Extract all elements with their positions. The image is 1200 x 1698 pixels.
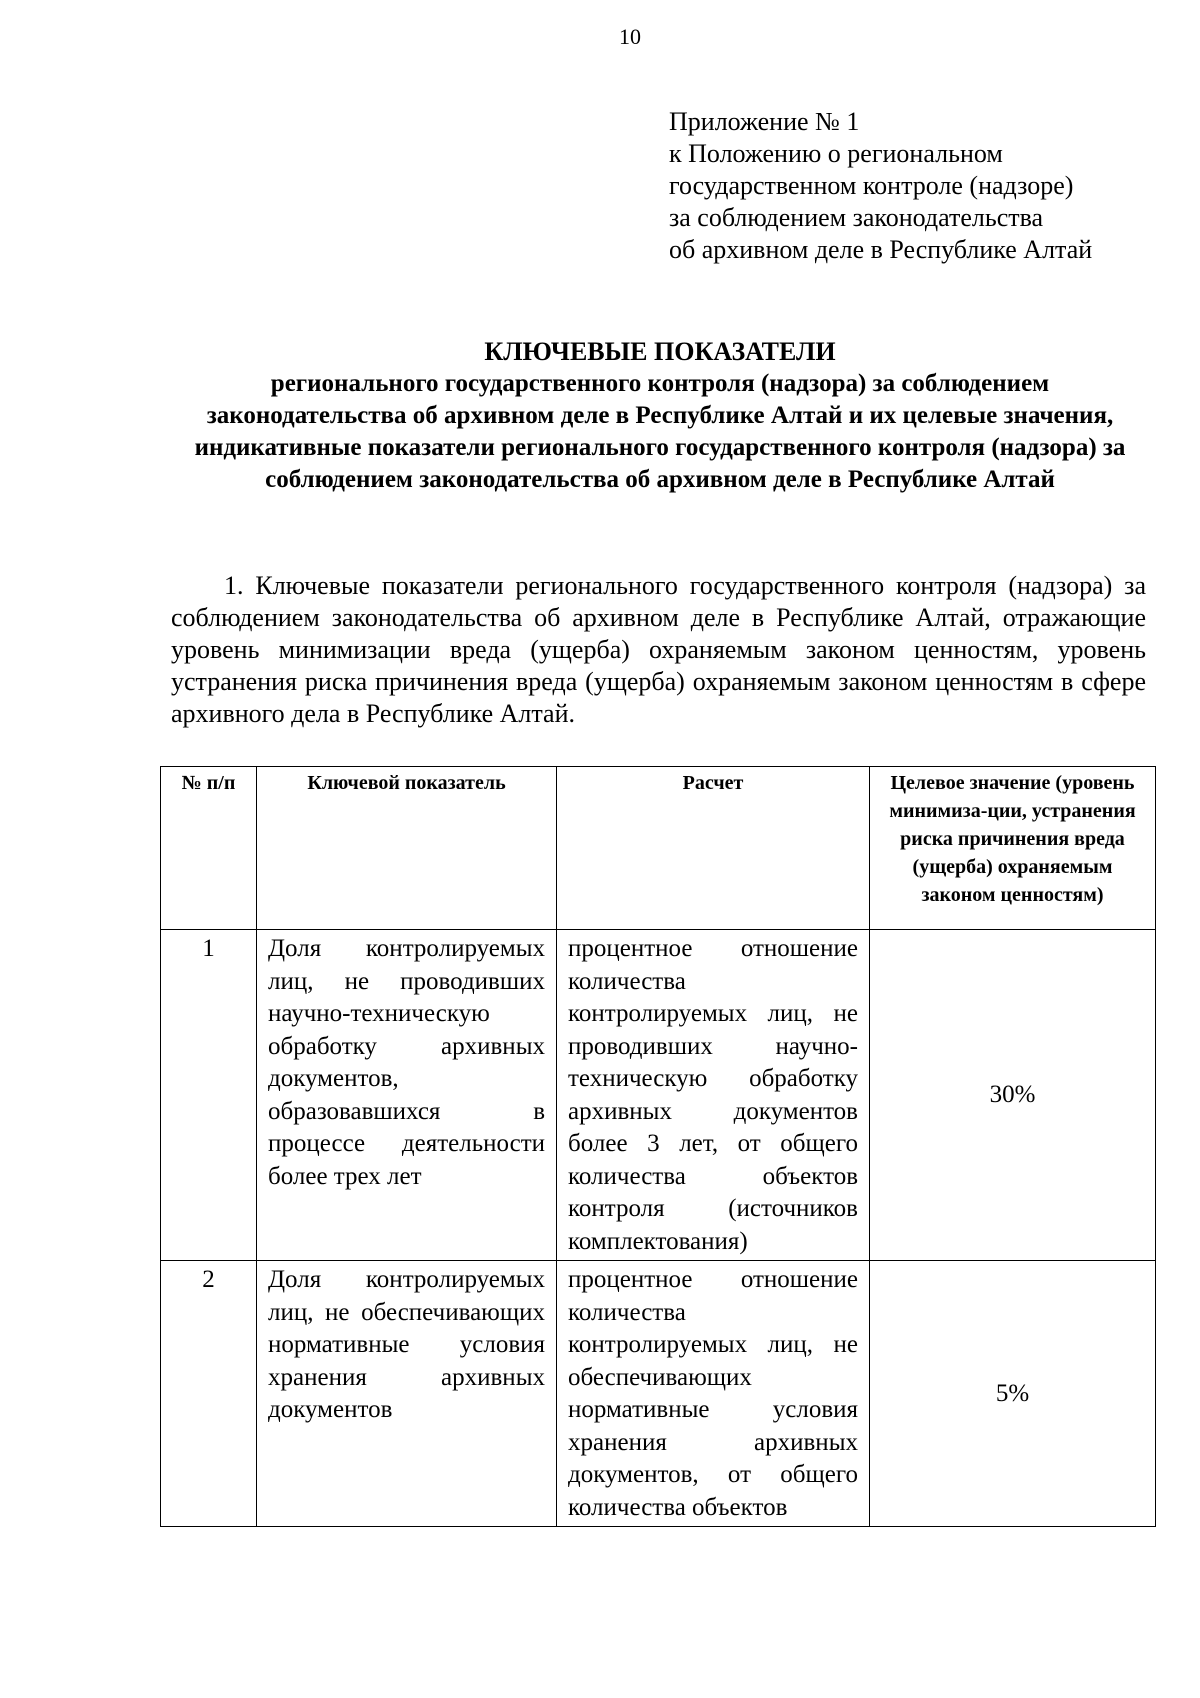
table-header-row: [161, 767, 1156, 930]
header-calculation: Расчет: [557, 767, 870, 930]
appendix-line: Приложение № 1: [669, 107, 860, 136]
row-calculation: процентное отношение количества контролируемых лиц, не обеспечивающих нормативные условия хранения архивных документов, от общего количества объектов: [557, 1261, 870, 1527]
header-target: Целевое значение (уровень минимиза-ции, устранения риска причинения вреда (ущерба) охраняемым законом ценностям): [870, 767, 1156, 930]
row-calculation: процентное отношение количества контролируемых лиц, не проводивших научно-техническую обработку архивных документов более 3 лет, от общего количества объектов контроля (источников комплектования): [557, 930, 870, 1261]
row-target: 5%: [870, 1261, 1156, 1527]
appendix-line: к Положению о региональном: [669, 139, 1003, 168]
row-target: 30%: [870, 930, 1156, 1261]
header-num: № п/п: [161, 767, 257, 930]
intro-paragraph: 1. Ключевые показатели регионального государственного контроля (надзора) за соблюдением законодательства об архивном деле в Республике Алтай, отражающие уровень минимизации вреда (ущерба) охраняемым законом ценностям, уровень устранения риска причинения вреда (ущерба) охраняемым законом ценностям в сфере архивного дела в Республике Алтай.: [171, 571, 1146, 728]
row-num: 2: [161, 1261, 257, 1527]
document-title: [170, 336, 1150, 496]
row-num: 1: [161, 930, 257, 1261]
table-row: [161, 1261, 1156, 1527]
appendix-line: об архивном деле в Республике Алтай: [669, 235, 1093, 264]
page-number: 10: [619, 24, 641, 49]
appendix-line: за соблюдением законодательства: [669, 203, 1044, 232]
key-indicators-table: [160, 766, 1156, 1527]
row-indicator: Доля контролируемых лиц, не обеспечивающих нормативные условия хранения архивных документов: [257, 1261, 557, 1527]
appendix-block: [669, 106, 1092, 266]
row-indicator: Доля контролируемых лиц, не проводивших научно-техническую обработку архивных документов, образовавшихся в процессе деятельности более трех лет: [257, 930, 557, 1261]
table-row: [161, 930, 1156, 1261]
header-indicator: Ключевой показатель: [257, 767, 557, 930]
title-main: КЛЮЧЕВЫЕ ПОКАЗАТЕЛИ: [484, 337, 836, 366]
title-subtitle: регионального государственного контроля (надзора) за соблюдением законодательства об архивном деле в Республике Алтай и их целевые значения, индикативные показатели регионального государственного контроля (надзора) за соблюдением законодательства об архивном деле в Республике Алтай: [194, 370, 1126, 493]
appendix-line: государственном контроле (надзоре): [669, 171, 1074, 200]
